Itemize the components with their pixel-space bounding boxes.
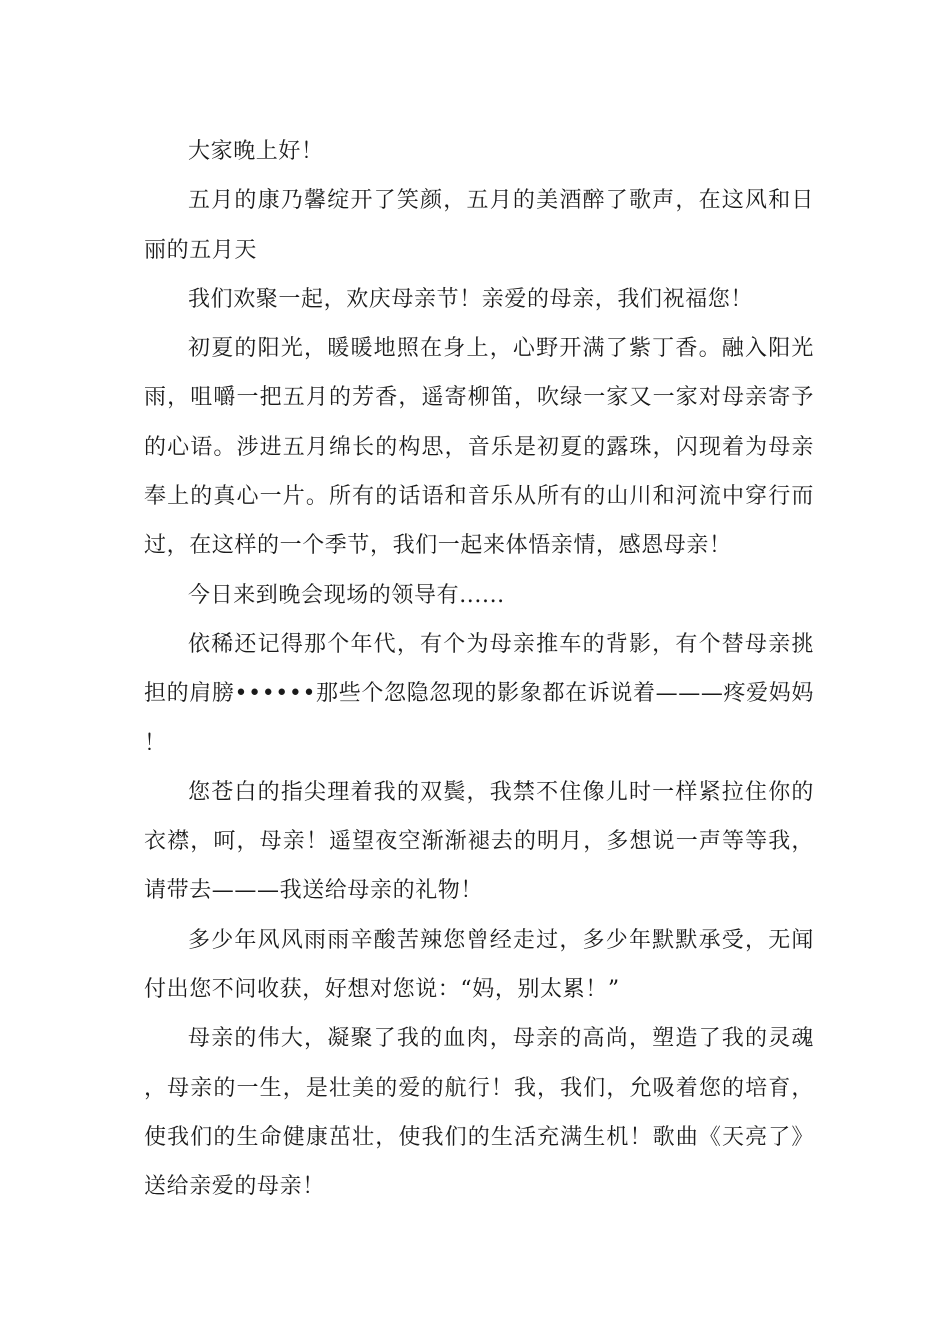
document-body bbox=[144, 127, 814, 1212]
paragraph-fingertips: 您苍白的指尖理着我的双鬓，我禁不住像儿时一样紧拉住你的衣襟，呵，母亲！遥望夜空渐渐褪去的明月，多想说一声等等我，请带去———我送给母亲的礼物！ bbox=[144, 779, 814, 904]
paragraph-leaders: 今日来到晚会现场的领导有...... bbox=[188, 582, 505, 608]
paragraph-early-summer: 初夏的阳光，暖暖地照在身上，心野开满了紫丁香。融入阳光雨，咀嚼一把五月的芳香，遥寄柳笛，吹绿一家又一家对母亲寄予的心语。涉进五月绵长的构思，音乐是初夏的露珠，闪现着为母亲奉上的真心一片。所有的话语和音乐从所有的山川和河流中穿行而过，在这样的一个季节，我们一起来体悟亲情，感恩母亲！ bbox=[144, 336, 814, 559]
paragraph-greeting: 大家晚上好！ bbox=[188, 139, 324, 164]
paragraph-greatness: 母亲的伟大，凝聚了我的血肉，母亲的高尚，塑造了我的灵魂，母亲的一生，是壮美的爱的航行！我，我们，允吸着您的培育，使我们的生命健康茁壮，使我们的生活充满生机！歌曲《天亮了》送给亲爱的母亲！ bbox=[144, 1026, 814, 1200]
paragraph-gathering: 我们欢聚一起，欢庆母亲节！亲爱的母亲，我们祝福您！ bbox=[188, 286, 754, 312]
paragraph-years: 多少年风风雨雨辛酸苦辣您曾经走过，多少年默默承受，无闻付出您不问收获，好想对您说：“妈，别太累！” bbox=[144, 927, 814, 1003]
paragraph-memories: 依稀还记得那个年代，有个为母亲推车的背影，有个替母亲挑担的肩膀••••••那些个忽隐忽现的影象都在诉说着———疼爱妈妈！ bbox=[144, 631, 814, 756]
paragraph-may-day: 五月的康乃馨绽开了笑颜，五月的美酒醉了歌声，在这风和日丽的五月天 bbox=[144, 188, 814, 263]
